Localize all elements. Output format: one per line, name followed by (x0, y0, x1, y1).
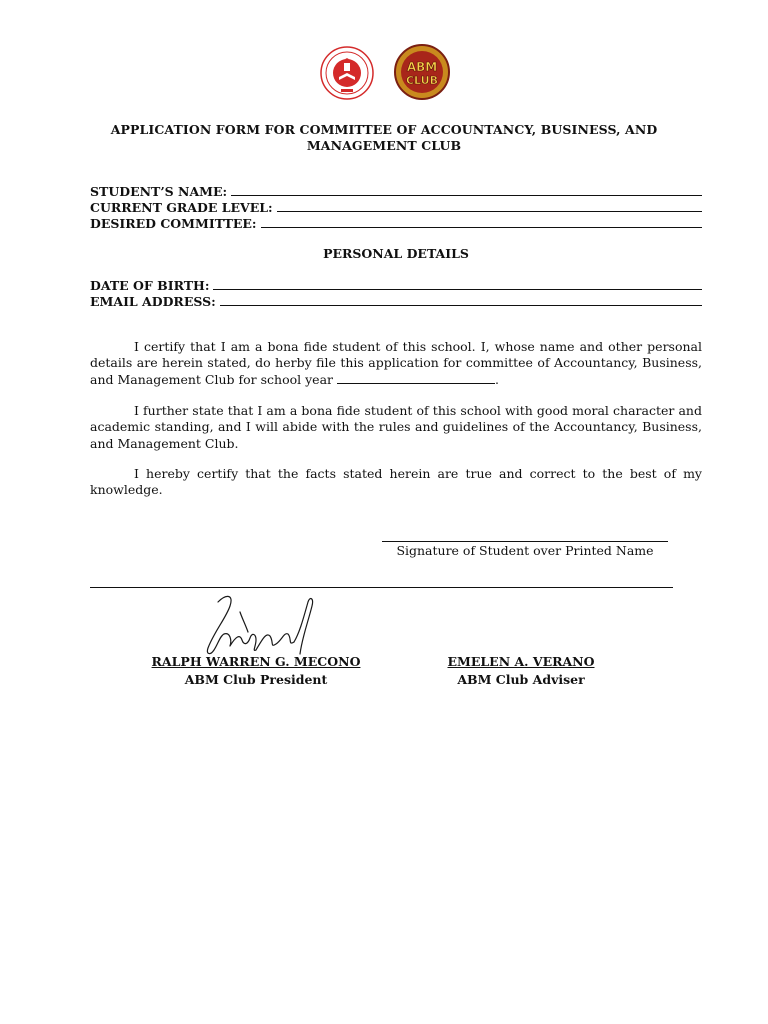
certification-paragraph-1 (90, 339, 702, 388)
date-of-birth-label: DATE OF BIRTH: (90, 278, 210, 293)
school-year-blank[interactable] (337, 373, 495, 384)
paragraph-1-end: . (494, 371, 499, 387)
date-of-birth-field[interactable] (90, 277, 702, 293)
email-address-field[interactable] (90, 293, 702, 309)
personal-details-heading: PERSONAL DETAILS (323, 246, 469, 261)
signatory-president (138, 654, 374, 687)
grade-level-field[interactable] (90, 199, 702, 215)
signatory-adviser (420, 654, 622, 687)
student-name-label: STUDENT’S NAME: (90, 184, 228, 199)
adviser-role: ABM Club Adviser (457, 672, 585, 687)
abm-club-logo (394, 44, 450, 100)
president-role: ABM Club President (184, 672, 328, 687)
svg-text:CLUB: CLUB (405, 74, 439, 87)
desired-committee-label: DESIRED COMMITTEE: (90, 216, 257, 231)
date-of-birth-line[interactable] (213, 288, 702, 290)
section-divider (90, 587, 673, 588)
form-title-line-1: APPLICATION FORM FOR COMMITTEE OF ACCOUNTANCY, BUSINESS, AND (110, 122, 658, 137)
email-address-line[interactable] (220, 304, 702, 306)
student-signature-label: Signature of Student over Printed Name (396, 543, 654, 558)
adviser-name: EMELEN A. VERANO (447, 654, 595, 669)
school-seal-icon (320, 46, 374, 100)
certification-paragraph-2: I further state that I am a bona fide student of this school with good moral character and academic standing, and I will abide with the rules and guidelines of the Accountancy, Business, and Management Club. (90, 403, 702, 451)
president-name: RALPH WARREN G. MECONO (151, 654, 361, 669)
student-name-field[interactable] (90, 183, 702, 199)
email-address-label: EMAIL ADDRESS: (90, 294, 216, 309)
handwritten-signature (196, 588, 326, 660)
paragraph-1-text: I certify that I am a bona fide student of this school. I, whose name and other personal details are herein stated, do herby file this application for committee of Accountancy, Business, and Management Club for school year (90, 339, 702, 387)
desired-committee-line[interactable] (261, 226, 702, 228)
desired-committee-field[interactable] (90, 215, 702, 231)
form-title (100, 122, 668, 154)
grade-level-label: CURRENT GRADE LEVEL: (90, 200, 273, 215)
svg-text:ABM: ABM (406, 60, 438, 74)
grade-level-line[interactable] (277, 210, 702, 212)
form-title-line-2: MANAGEMENT CLUB (306, 138, 462, 153)
student-name-line[interactable] (231, 194, 702, 196)
student-signature-line[interactable] (382, 541, 668, 542)
certification-paragraph-3: I hereby certify that the facts stated herein are true and correct to the best of my knowledge. (90, 466, 702, 498)
